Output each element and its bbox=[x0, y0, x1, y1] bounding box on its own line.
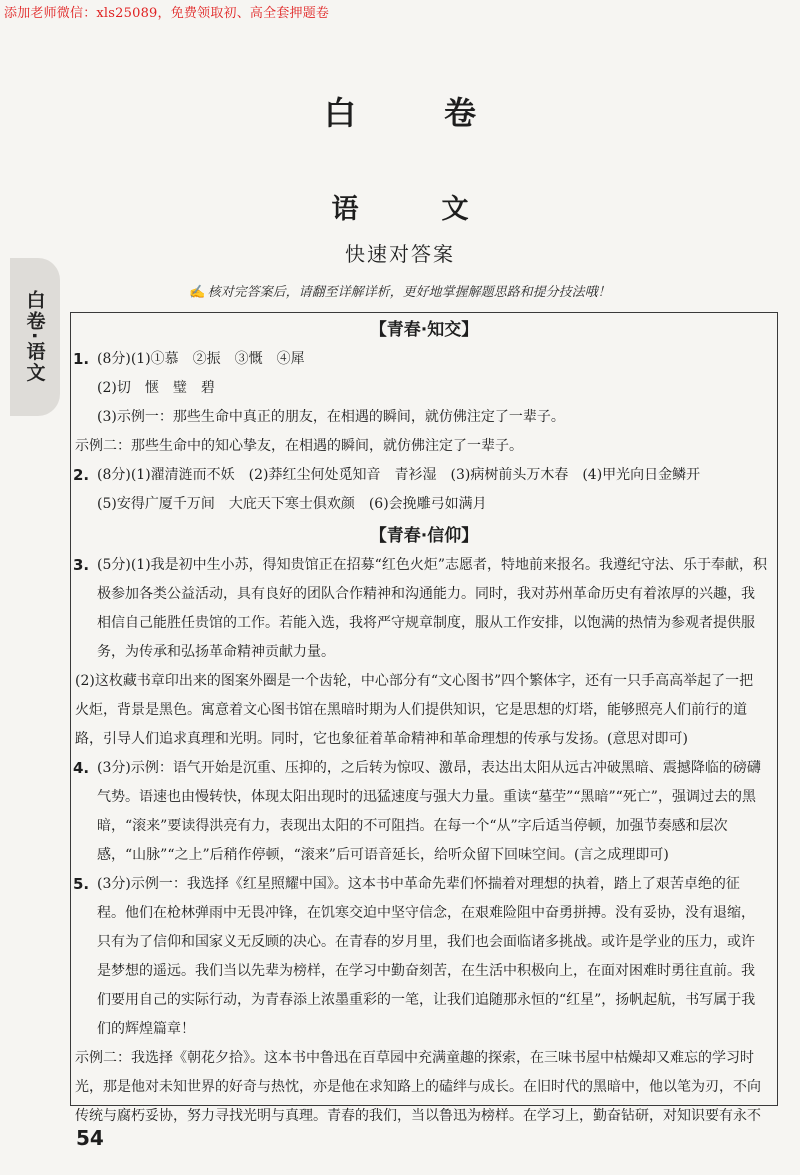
subtitle: 快速对答案 bbox=[345, 242, 455, 266]
answer-box bbox=[70, 312, 778, 1124]
answer-line: (8分)(1)①慕 ②振 ③慨 ④犀 bbox=[97, 351, 305, 367]
answer-line: (5)安得广厦千万间 大庇天下寒士俱欢颜 (6)会挽雕弓如满月 bbox=[97, 496, 487, 512]
answer-paragraph: 示例二：我选择《朝花夕拾》。这本书中鲁迅在百草园中充满童趣的探索，在三味书屋中枯燥却又难忘的学习时光，那是他对未知世界的好奇与热忱，亦是他在求知路上的磕绊与成长。在旧时代的黑暗中，他以笔为刃，不向传统与腐朽妥协，努力寻找光明与真理。青春的我们，当以鲁迅为榜样。在学习上，勤奋钻研，对知识要有永不 bbox=[75, 1050, 761, 1124]
question-2 bbox=[71, 461, 777, 519]
question-4 bbox=[71, 754, 777, 870]
question-5 bbox=[71, 870, 777, 1131]
side-tab bbox=[10, 258, 60, 416]
side-tab-label: 白卷·语文 bbox=[23, 290, 46, 384]
watermark-text: 添加老师微信：xls25089，免费领取初、高全套押题卷 bbox=[4, 6, 330, 21]
answer-line: (2)切 惬 璧 碧 bbox=[97, 380, 215, 396]
answer-paragraph: (5分)(1)我是初中生小苏，得知贵馆正在招募“红色火炬”志愿者，特地前来报名。我遵纪守法、乐于奉献，积极参加各类公益活动，具有良好的团队合作精神和沟通能力。同时，我对苏州革命历史有着浓厚的兴趣，我相信自己能胜任贵馆的工作。若能入选，我将严守规章制度，服从工作安排，以饱满的热情为参观者提供服务，为传承和弘扬革命精神贡献力量。 bbox=[97, 557, 767, 660]
answer-paragraph: (3分)示例一：我选择《红星照耀中国》。这本书中革命先辈们怀揣着对理想的执着，踏上了艰苦卓绝的征程。他们在枪林弹雨中无畏冲锋，在饥寒交迫中坚守信念，在艰难险阻中奋勇拼搏。没有妥协，没有退缩，只有为了信仰和国家义无反顾的决心。在青春的岁月里，我们也会面临诸多挑战。或许是学业的压力，或许是梦想的遥远。我们当以先辈为榜样，在学习中勤奋刻苦，在生活中积极向上，在面对困难时勇往直前。我们要用自己的实际行动，为青春添上浓墨重彩的一笔，让我们追随那永恒的“红星”，扬帆起航，书写属于我们的辉煌篇章！ bbox=[97, 876, 756, 1037]
question-number: 4. bbox=[73, 759, 90, 777]
question-3 bbox=[71, 551, 777, 754]
question-number: 3. bbox=[73, 556, 90, 574]
answer-paragraph: (3分)示例：语气开始是沉重、压抑的，之后转为惊叹、激昂，表达出太阳从远古冲破黑暗、震撼降临的磅礴气势。语速也由慢转快，体现太阳出现时的迅猛速度与强大力量。重读“墓茔”“黑暗”“死亡”，强调过去的黑暗，“滚来”要读得洪亮有力，表现出太阳的不可阻挡。在每一个“从”字后适当停顿，加强节奏感和层次感，“山脉”“之上”后稍作停顿，“滚来”后可语音延长，给听众留下回味空间。(言之成理即可) bbox=[97, 760, 761, 863]
question-number: 1. bbox=[73, 350, 90, 368]
answer-paragraph: (2)这枚藏书章印出来的图案外圈是一个齿轮，中心部分有“文心图书”四个繁体字，还有一只手高高举起了一把火炬，背景是黑色。寓意着文心图书馆在黑暗时期为人们提供知识，它是思想的灯塔，能够照亮人们前行的道路，引导人们追求真理和光明。同时，它也象征着革命精神和革命理想的传承与发扬。(意思对即可) bbox=[75, 673, 754, 747]
subject-title: 语 文 bbox=[331, 194, 497, 225]
answer-line: (3)示例一：那些生命中真正的朋友，在相遇的瞬间，就仿佛注定了一辈子。 bbox=[97, 409, 565, 425]
pen-icon: ✍ bbox=[189, 285, 206, 300]
answer-line: (8分)(1)濯清涟而不妖 (2)莽红尘何处觅知音 青衫湿 (3)病树前头万木春 (4)甲光向日金鳞开 bbox=[97, 467, 701, 483]
question-number: 2. bbox=[73, 466, 90, 484]
question-1 bbox=[71, 345, 777, 461]
section-heading: 【青春·信仰】 bbox=[369, 526, 479, 546]
question-number: 5. bbox=[73, 875, 90, 893]
page-title: 白 卷 bbox=[323, 94, 504, 132]
answer-line: 示例二：那些生命中的知心挚友，在相遇的瞬间，就仿佛注定了一辈子。 bbox=[75, 438, 523, 454]
page-number: 54 bbox=[76, 1126, 104, 1150]
section-heading: 【青春·知交】 bbox=[369, 320, 479, 340]
note-text: 核对完答案后，请翻至详解详析，更好地掌握解题思路和提分技法哦！ bbox=[207, 285, 611, 300]
instruction-note bbox=[0, 281, 800, 300]
